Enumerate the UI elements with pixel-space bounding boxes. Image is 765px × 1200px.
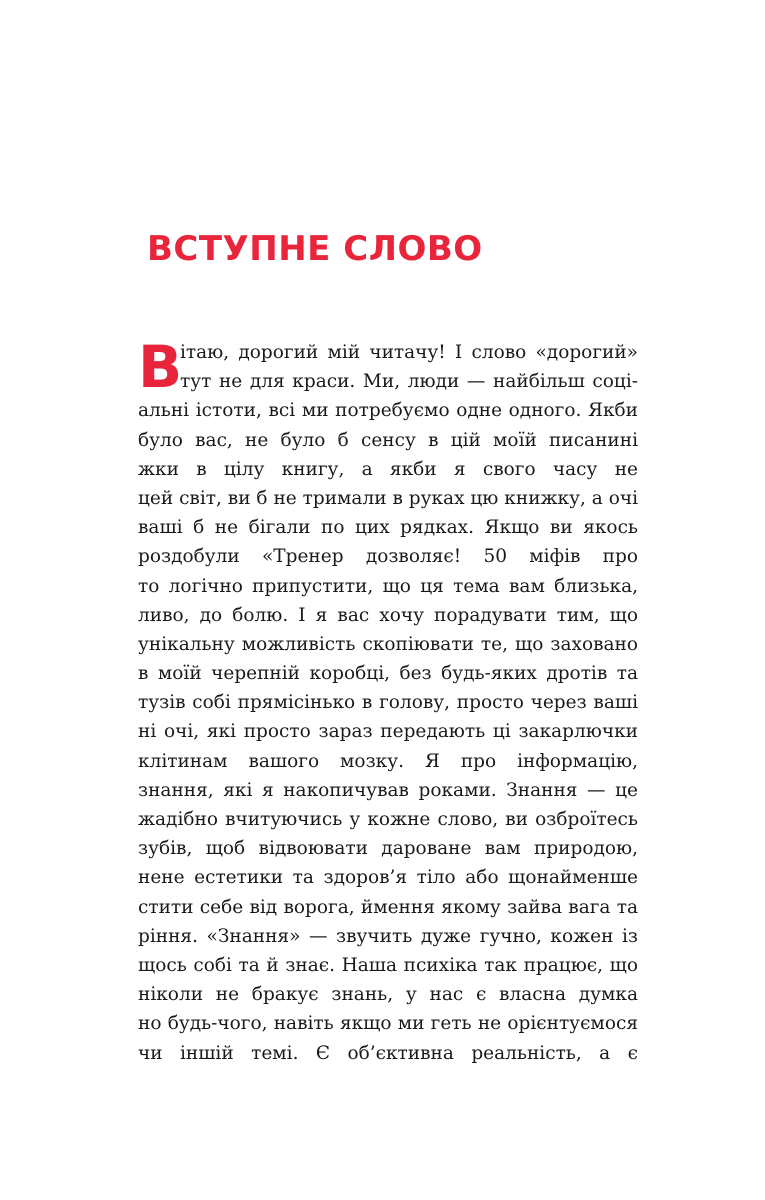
text-line: ваші б не бігали по цих рядках. Якщо ви якось — [138, 517, 638, 539]
text-line: но будь-чого, навіть якщо ми геть не орієнтуємося — [138, 1013, 638, 1035]
text-line: роздобули «Тренер дозволяє! 50 міфів про — [138, 546, 638, 568]
text-line: в моїй черепній коробці, без будь-яких дротів та — [138, 663, 638, 685]
text-line: цей світ, ви б не тримали в руках цю книжку, а очі — [138, 487, 638, 509]
text-line: чи іншій темі. Є об’єктивна реальність, а є — [138, 1042, 638, 1064]
text-line: ітаю, дорогий мій читачу! І слово «дорогий» — [180, 342, 638, 363]
text-line: було вас, не було б сенсу в цій моїй писанині — [138, 429, 638, 451]
text-line: клітинам вашого мозку. Я про інформацію, — [138, 750, 638, 772]
text-line: тузів собі прямісінько в голову, просто через ваші — [138, 692, 638, 714]
text-line: ливо, до болю. І я вас хочу порадувати тим, що — [138, 604, 638, 626]
text-line: альні істоти, всі ми потребуємо одне одного. Якби — [138, 400, 638, 422]
text-line: жки в цілу книгу, а якби я свого часу не — [138, 458, 638, 480]
text-line: тут не для краси. Ми, люди — найбільш соці- — [180, 371, 638, 393]
text-line: щось собі та й знає. Наша психіка так працює, що — [138, 954, 638, 976]
text-line: стити себе від ворога, ймення якому зайва вага та — [138, 896, 638, 918]
text-line: знання, які я накопичував роками. Знання — це — [138, 779, 638, 801]
chapter-title: ВСТУПНЕ СЛОВО — [147, 229, 483, 269]
text-line: унікальну можливість скопіювати те, що заховано — [138, 633, 638, 655]
text-line: ні очі, які просто зараз передають ці закарлючки — [138, 721, 638, 743]
body-paragraph — [138, 333, 638, 1068]
text-line: ріння. «Знання» — звучить дуже гучно, кожен із — [138, 925, 638, 947]
text-line: то логічно припустити, що ця тема вам близька, — [138, 575, 638, 597]
text-line: зубів, щоб відвоювати дароване вам природою, — [138, 838, 638, 860]
drop-cap: В — [138, 333, 183, 401]
text-line: жадібно вчитуючись у кожне слово, ви озброїтесь — [138, 809, 638, 830]
text-line: ніколи не бракує знань, у нас є власна думка — [138, 984, 638, 1006]
text-line: нене естетики та здоров’я тіло або щонайменше — [138, 867, 638, 889]
